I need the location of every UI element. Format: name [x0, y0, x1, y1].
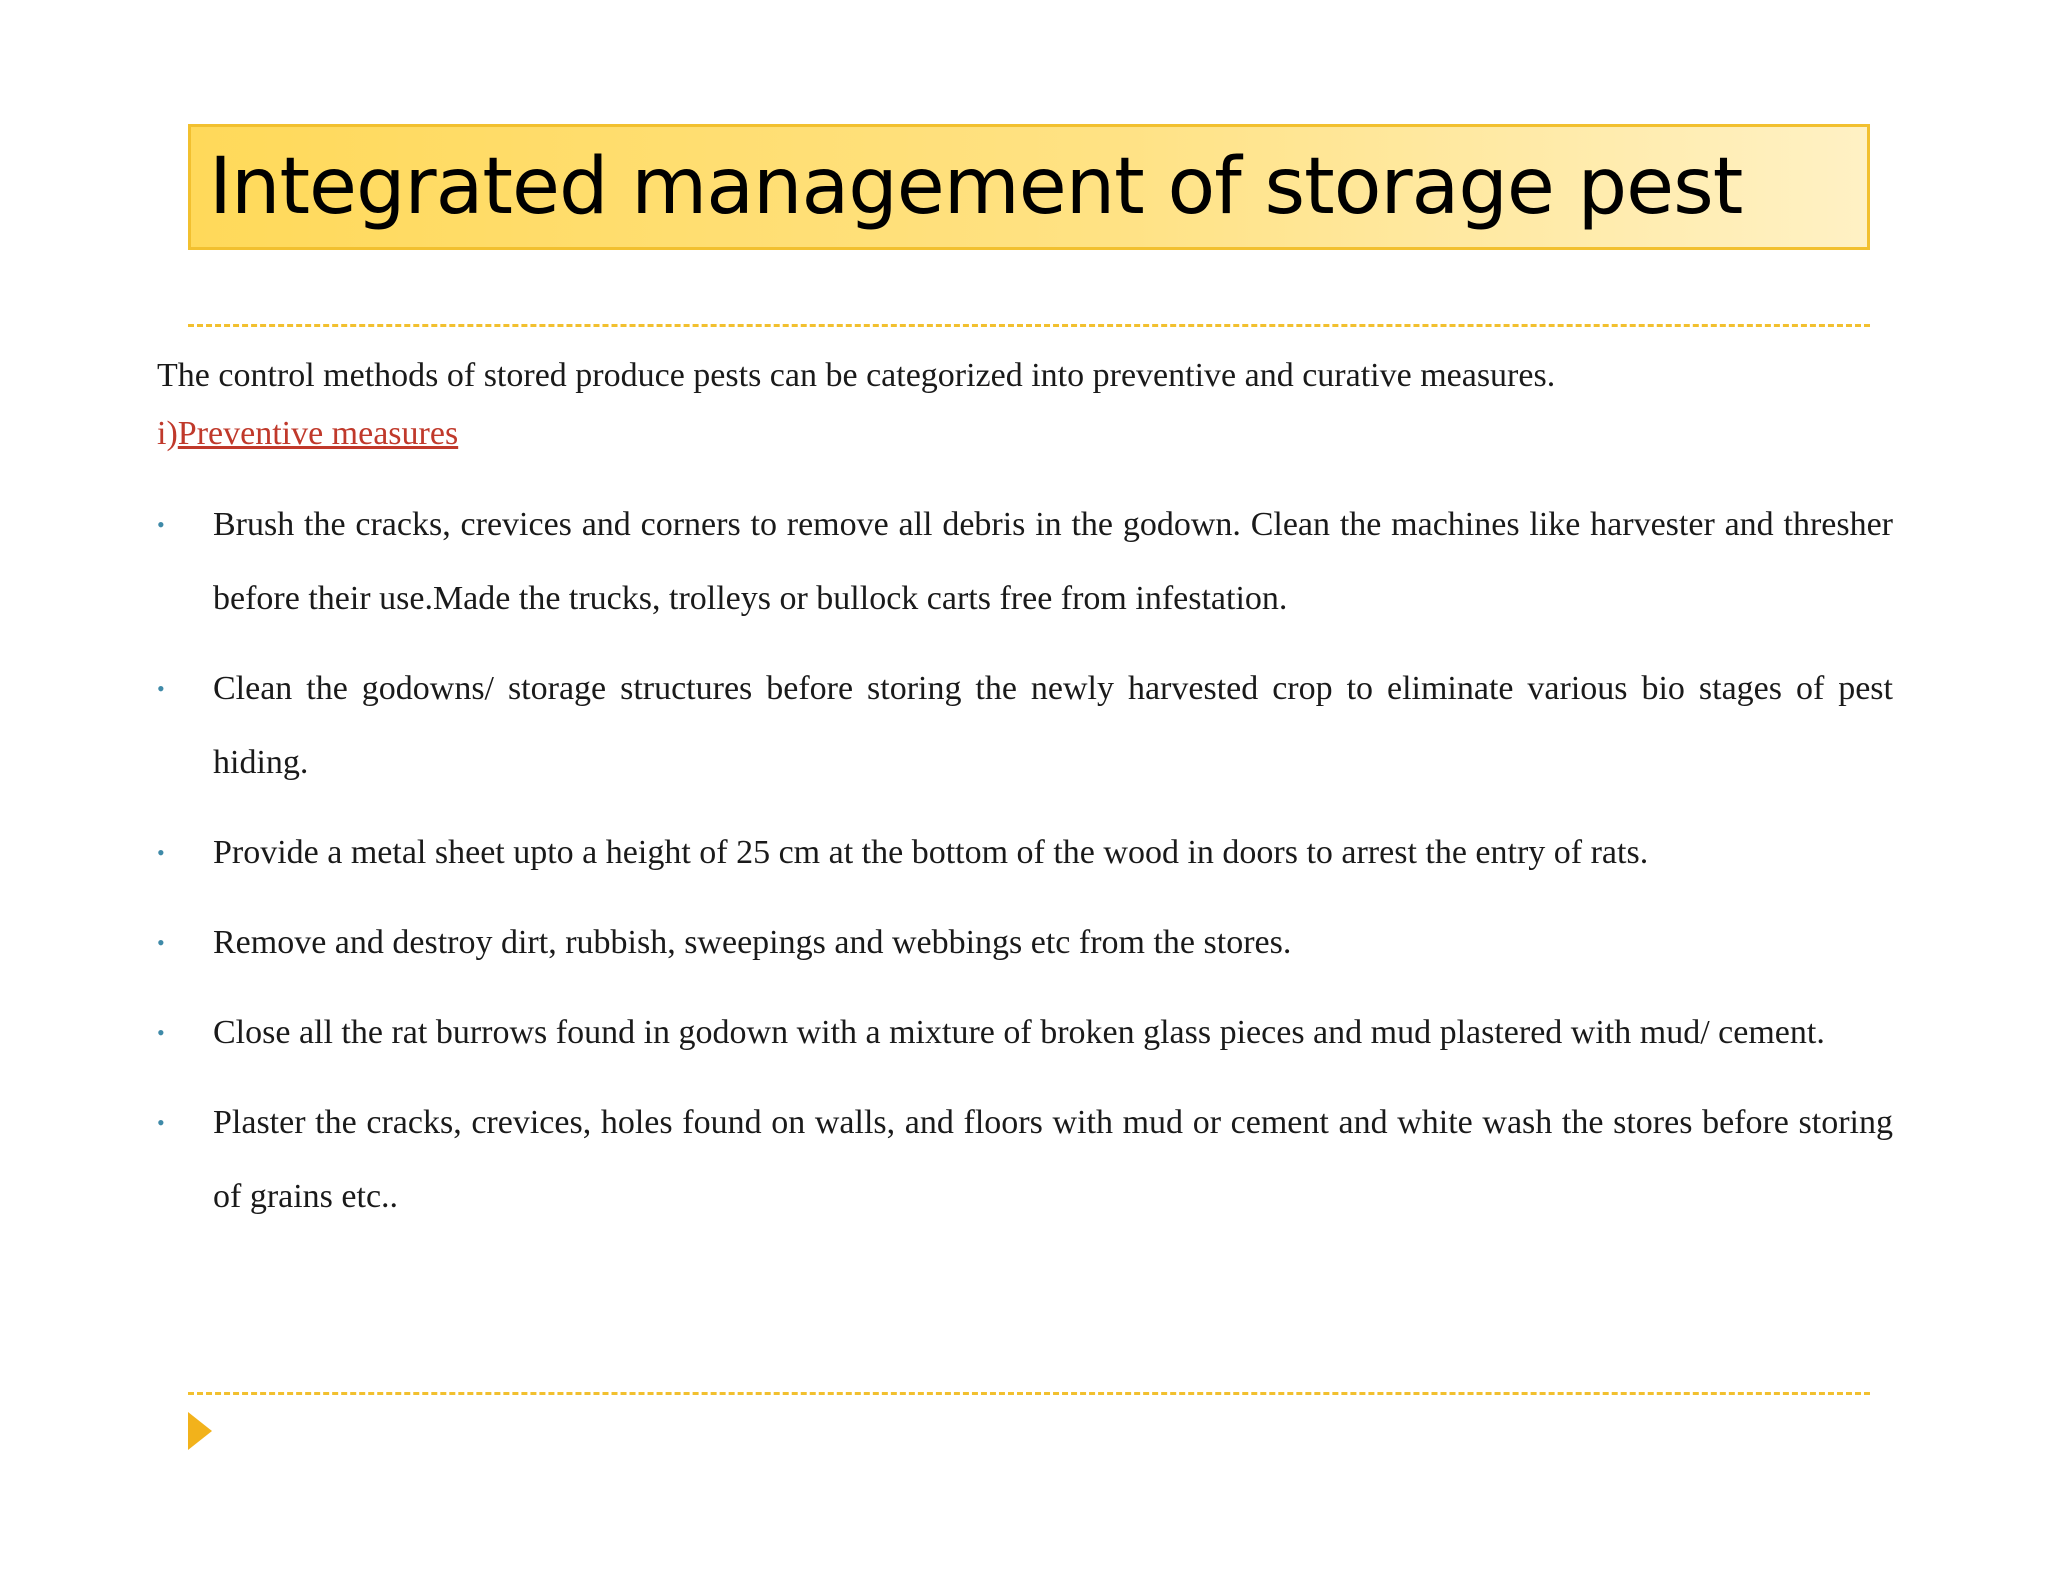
bullet-item [157, 1086, 1893, 1234]
section-heading [157, 410, 458, 458]
bullet-icon: • [157, 840, 165, 865]
bullet-text: Clean the godowns/ storage structures before storing the newly harvested crop to eliminate various bio stages of pest hiding. [213, 670, 1893, 781]
bullet-text: Provide a metal sheet upto a height of 25 cm at the bottom of the wood in doors to arrest the entry of rats. [213, 834, 1649, 871]
bullet-icon: • [157, 930, 165, 955]
section-heading-prefix: i) [157, 415, 178, 452]
bullet-icon: • [157, 1110, 165, 1135]
section-heading-link[interactable]: Preventive measures [177, 415, 459, 452]
bullet-icon: • [157, 1020, 165, 1045]
bullet-icon: • [157, 512, 165, 537]
bullet-text: Plaster the cracks, crevices, holes found on walls, and floors with mud or cement and white wash the stores before storing of grains etc.. [213, 1104, 1893, 1215]
intro-text: The control methods of stored produce pests can be categorized into preventive and curative measures. [157, 357, 1556, 394]
triangle-arrow-icon [188, 1412, 212, 1450]
bullet-text: Remove and destroy dirt, rubbish, sweepings and webbings etc from the stores. [213, 924, 1292, 961]
bullet-text: Close all the rat burrows found in godown with a mixture of broken glass pieces and mud plastered with mud/ cement. [213, 1014, 1825, 1051]
bottom-divider [188, 1392, 1870, 1395]
bullet-icon: • [157, 676, 165, 701]
bullet-item [157, 906, 1893, 980]
title-box [188, 124, 1870, 250]
top-divider [188, 324, 1870, 327]
bullet-text: Brush the cracks, crevices and corners to remove all debris in the godown. Clean the machines like harvester and thresher before their use.Made the trucks, trolleys or bullock carts free from infestation. [213, 506, 1893, 617]
bullet-item [157, 996, 1893, 1070]
bullet-item [157, 652, 1893, 800]
slide-title: Integrated management of storage pest [209, 142, 1743, 232]
bullet-item [157, 816, 1893, 890]
bullet-item [157, 488, 1893, 636]
bullet-list [157, 488, 1893, 1250]
